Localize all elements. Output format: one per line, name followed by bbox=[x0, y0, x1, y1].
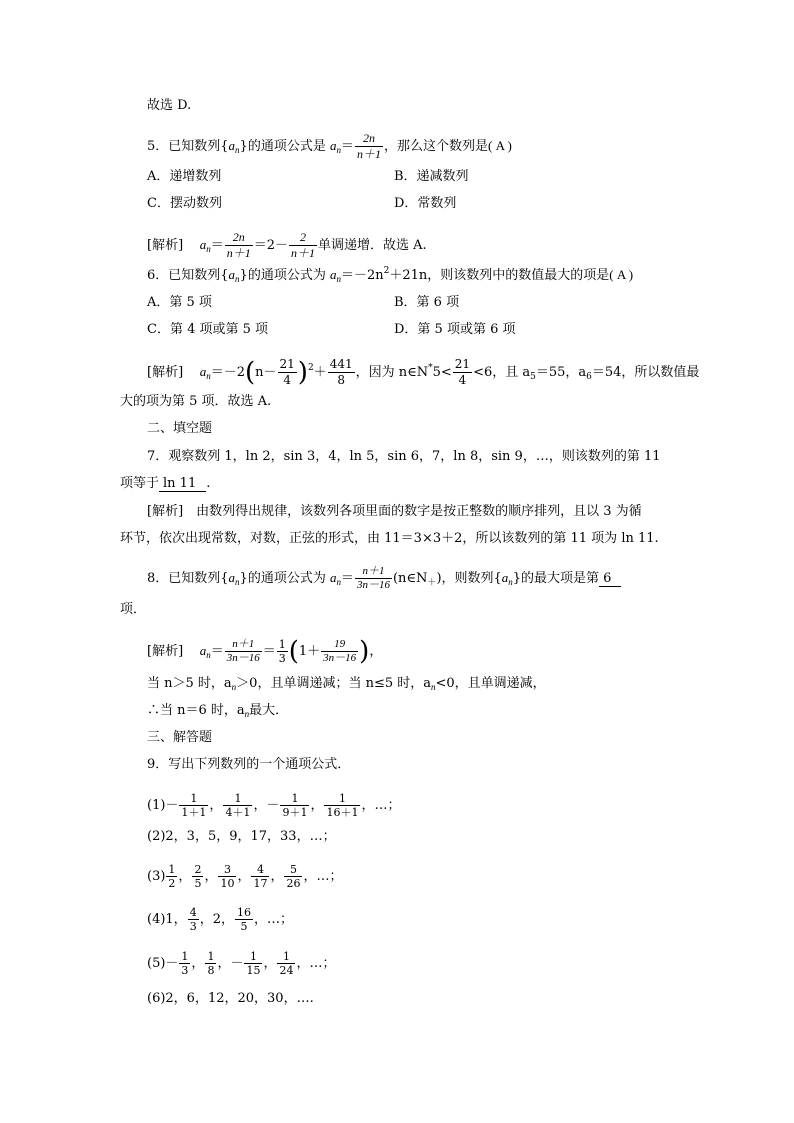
q9-stem: 9．写出下列数列的一个通项公式． bbox=[147, 757, 351, 772]
q9-p5-frac2 bbox=[205, 950, 216, 977]
q6-ana-8: ＝54，所以数值最 bbox=[591, 365, 700, 380]
q5-frac-num: 2n bbox=[362, 131, 375, 145]
q5-an2: a bbox=[329, 138, 337, 153]
q6-stem-c: ＝－2n bbox=[340, 268, 384, 283]
q8-ana-4: ， bbox=[369, 644, 383, 659]
q8-ana-frac2-num: 1 bbox=[278, 638, 286, 651]
q9-p5-f2-num: 1 bbox=[207, 950, 215, 963]
q8-plus: ＋ bbox=[427, 578, 437, 588]
q8-ana-frac1-den: 3n－16 bbox=[226, 652, 260, 664]
q8-ana-sub: n bbox=[206, 650, 211, 660]
q9-p3-f1-num: 1 bbox=[168, 863, 176, 876]
q6-s5: 5 bbox=[530, 372, 536, 382]
q9-p5-label: (5)－ bbox=[147, 956, 179, 971]
q9-p5-f3-den: 15 bbox=[246, 964, 261, 977]
q7-analysis-line1: [解析] 由数列得出规律，该数列各项里面的数字是按正整数的顺序排列，且以 3 为循 bbox=[147, 504, 642, 519]
q9-p3-f5-den: 26 bbox=[286, 877, 301, 890]
q8-stem-d: )，则数列{ bbox=[436, 571, 502, 586]
q7-stem: 7．观察数列 1，ln 2，sin 3，4，ln 5，sin 6，7，ln 8，sin 9，…，则该数列的第 11 bbox=[147, 449, 661, 464]
q9-p3-sep1: ， bbox=[178, 869, 192, 884]
q8-fraction bbox=[355, 565, 392, 592]
q6-ana-frac1 bbox=[278, 357, 297, 388]
q8-blank-answer: 6 bbox=[599, 571, 621, 587]
q8-sub3: n bbox=[508, 577, 513, 587]
q5-option-b: B．递减数列 bbox=[394, 169, 469, 184]
q6-frac2-num: 441 bbox=[329, 357, 353, 371]
q5-ana-2: ＝2－ bbox=[253, 238, 288, 253]
q9-p3-f4-num: 4 bbox=[256, 863, 264, 876]
q7-blank-answer: ln 11 bbox=[159, 476, 206, 492]
q9-p1-frac2 bbox=[223, 792, 252, 819]
q9-p5-f3-num: 1 bbox=[249, 950, 257, 963]
q9-p4-label: (4)1， bbox=[147, 912, 187, 927]
q9-p5-sep2: ，－ bbox=[217, 956, 244, 971]
q5-stem bbox=[147, 131, 512, 162]
q8-frac-num: n＋1 bbox=[362, 565, 385, 577]
q9-p3-f5-num: 5 bbox=[289, 863, 297, 876]
q6-frac1-den: 4 bbox=[278, 372, 297, 388]
q5-eq: ＝ bbox=[340, 139, 354, 154]
q8-eq: ＝ bbox=[340, 571, 354, 586]
q6-stem bbox=[147, 266, 633, 285]
q9-p3-frac5 bbox=[284, 863, 302, 890]
q6-s6: 6 bbox=[586, 372, 592, 382]
q9-p1-f1-num: 1 bbox=[190, 792, 198, 805]
q9-p1-frac3 bbox=[280, 792, 309, 819]
q8-ana-frac2 bbox=[277, 638, 288, 665]
q9-p4-frac2 bbox=[235, 906, 253, 933]
q9-p3-sep2: ， bbox=[204, 869, 218, 884]
q6-stem-a: 6．已知数列{ bbox=[147, 268, 229, 283]
q5-stem-a: 5．已知数列{ bbox=[147, 139, 229, 154]
section-solve-title: 三、解答题 bbox=[147, 730, 213, 745]
q9-p1-sep1: ， bbox=[209, 798, 223, 813]
q6-option-a: A．第 5 项 bbox=[147, 295, 212, 310]
q9-p3-frac1 bbox=[166, 863, 177, 890]
q8-sub2: n bbox=[336, 577, 341, 587]
q5-an: a bbox=[228, 138, 236, 153]
q5-option-c: C．摆动数列 bbox=[147, 196, 222, 211]
q9-p5-f2-den: 8 bbox=[207, 964, 215, 977]
q9-p5-frac1 bbox=[179, 950, 190, 977]
q9-p5-end: ，…； bbox=[296, 956, 336, 971]
q9-p3-f2-num: 2 bbox=[194, 863, 202, 876]
q9-p1-label: (1)－ bbox=[147, 798, 179, 813]
q6-an: a bbox=[228, 267, 236, 282]
q6-option-b: B．第 6 项 bbox=[394, 295, 460, 310]
q5-fraction bbox=[355, 131, 383, 162]
q5-stem-c: ，那么这个数列是 bbox=[383, 139, 488, 154]
prev-answer-line: 故选 D. bbox=[147, 98, 192, 113]
q6-analysis-tag: [解析] bbox=[147, 365, 184, 380]
q8-analysis bbox=[147, 638, 382, 665]
q9-p3-f2-den: 5 bbox=[194, 877, 202, 890]
q6-frac2-den: 8 bbox=[328, 372, 355, 388]
q9-p1-f4-num: 1 bbox=[338, 792, 346, 805]
q8-l1c: <0，且单调递减， bbox=[435, 676, 546, 691]
q6-ana-5: 5< bbox=[432, 365, 452, 380]
q6-option-d: D．第 5 项或第 6 项 bbox=[394, 322, 516, 337]
q9-p5-f4-num: 1 bbox=[282, 950, 290, 963]
q9-p1-sep2: ，－ bbox=[253, 798, 280, 813]
q9-p4-mid: ，2， bbox=[199, 912, 234, 927]
q9-p5-sep1: ， bbox=[191, 956, 205, 971]
q8-stem-e: }的最大项是第 bbox=[512, 571, 600, 586]
q8-l2: ∴当 n＝6 时，a bbox=[147, 703, 245, 718]
q5-ana-frac1-den: n＋1 bbox=[226, 246, 251, 260]
q9-p5-f1-den: 3 bbox=[181, 964, 189, 977]
q8-right-paren: ) bbox=[359, 636, 370, 667]
q9-p5-frac4 bbox=[277, 950, 295, 977]
q5-sub: n bbox=[235, 145, 240, 155]
q5-option-a: A．递增数列 bbox=[147, 169, 222, 184]
q6-ana-7: ＝55，a bbox=[535, 365, 587, 380]
q5-ana-frac2-num: 2 bbox=[300, 230, 306, 244]
q8-an3: a bbox=[501, 570, 509, 585]
q8-an2: a bbox=[329, 570, 337, 585]
q8-stem-c: (n∈N bbox=[392, 571, 428, 586]
q9-part3 bbox=[147, 863, 343, 890]
q5-ana-an: a bbox=[199, 237, 207, 252]
q8-l2-sub: n bbox=[244, 709, 250, 719]
q6-ana-4: ，因为 n∈N bbox=[355, 365, 429, 380]
q8-ana-frac3 bbox=[321, 638, 358, 665]
q8-an: a bbox=[228, 570, 236, 585]
q9-p3-f4-den: 17 bbox=[253, 877, 268, 890]
q5-ana-frac1-num: 2n bbox=[232, 230, 245, 244]
q8-ana-1: ＝ bbox=[210, 644, 224, 659]
q8-sub: n bbox=[235, 577, 240, 587]
q9-p5-sep3: ， bbox=[263, 956, 277, 971]
q9-part2: (2)2，3，5，9，17，33，…； bbox=[147, 829, 336, 844]
q5-ana-frac2-den: n＋1 bbox=[291, 246, 316, 260]
q6-analysis-line2: 大的项为第 5 项．故选 A. bbox=[120, 394, 272, 409]
right-paren: ) bbox=[297, 357, 308, 388]
q6-option-c: C．第 4 项或第 5 项 bbox=[147, 322, 269, 337]
q8-left-paren: ( bbox=[288, 636, 299, 667]
q6-analysis bbox=[147, 357, 699, 388]
q6-ana-frac2 bbox=[328, 357, 355, 388]
q9-p5-frac3 bbox=[244, 950, 262, 977]
q6-ana-frac3 bbox=[453, 357, 472, 388]
q6-ana-6: <6，且 a bbox=[473, 365, 531, 380]
q8-ana-frac1-num: n＋1 bbox=[232, 638, 255, 650]
q6-sub: n bbox=[235, 274, 240, 284]
q9-p4-frac1 bbox=[188, 906, 199, 933]
q8-ana-an: a bbox=[199, 643, 207, 658]
q9-p4-f2-den: 5 bbox=[235, 919, 253, 933]
q8-analysis-tag: [解析] bbox=[147, 644, 184, 659]
q9-p1-frac1 bbox=[179, 792, 208, 819]
left-paren: ( bbox=[244, 357, 256, 388]
q9-p3-label: (3) bbox=[147, 869, 166, 884]
q9-p1-f3-num: 1 bbox=[291, 792, 299, 805]
q9-p1-sep3: ， bbox=[310, 798, 324, 813]
q6-frac3-num: 21 bbox=[454, 357, 471, 371]
q8-l1b: ＞0，且单调递减；当 n≤5 时，a bbox=[236, 676, 431, 691]
q9-p4-end: ，…； bbox=[253, 912, 293, 927]
q6-sup: 2 bbox=[383, 266, 390, 276]
q5-ana-3: 单调递增．故选 A. bbox=[318, 238, 427, 253]
q9-p4-f1-den: 3 bbox=[189, 920, 197, 933]
q8-stem-a: 8．已知数列{ bbox=[147, 571, 229, 586]
q6-stem-d: ＋21n，则该数列中的数值最大的项是 bbox=[389, 268, 610, 283]
q6-ana-1: ＝－2 bbox=[210, 365, 245, 380]
section-fill-blank-title: 二、填空题 bbox=[147, 421, 213, 436]
q5-answer: ( A ) bbox=[488, 138, 512, 153]
q8-ana-frac1 bbox=[225, 638, 262, 665]
q9-p3-sep4: ， bbox=[270, 869, 284, 884]
q6-answer: ( A ) bbox=[609, 267, 634, 282]
q9-p1-f2-num: 1 bbox=[234, 792, 242, 805]
q9-p1-f1-den: 1＋1 bbox=[181, 806, 207, 819]
q9-p1-f2-den: 4＋1 bbox=[225, 806, 251, 819]
q9-part5 bbox=[147, 950, 335, 977]
q6-ana-an: a bbox=[199, 364, 207, 379]
q8-ana-frac3-den: 3n－16 bbox=[323, 652, 357, 664]
q9-p3-end: ，…； bbox=[303, 869, 343, 884]
q5-ana-frac2 bbox=[289, 230, 317, 261]
q8-analysis-line2 bbox=[147, 675, 546, 693]
q9-p4-f2-num: 16 bbox=[236, 906, 251, 919]
q5-stem-b: }的通项公式是 bbox=[239, 139, 330, 154]
q8-ana-frac2-den: 3 bbox=[278, 652, 286, 665]
q7-stem2b: . bbox=[206, 476, 211, 491]
q8-l1: 当 n＞5 时，a bbox=[147, 676, 232, 691]
q6-ana-sub: n bbox=[206, 371, 211, 381]
q9-p1-frac4 bbox=[324, 792, 360, 819]
q8-analysis-line3 bbox=[147, 702, 288, 720]
q5-ana-frac1 bbox=[225, 230, 253, 261]
q9-p5-f4-den: 24 bbox=[279, 964, 294, 977]
q7-stem-line2 bbox=[120, 475, 210, 493]
q6-ana-star: * bbox=[428, 363, 433, 373]
q9-p3-f3-den: 10 bbox=[220, 877, 235, 890]
q6-frac3-den: 4 bbox=[453, 372, 472, 388]
q8-stem-b: }的通项公式为 bbox=[239, 571, 330, 586]
q9-p3-sep3: ， bbox=[237, 869, 251, 884]
q9-part1 bbox=[147, 792, 400, 819]
q6-an2: a bbox=[329, 267, 337, 282]
q7-analysis-line2: 环节，依次出现常数，对数，正弦的形式，由 11＝3×3＋2，所以该数列的第 11 项为 ln 11. bbox=[120, 531, 659, 546]
q6-ana-3: ＋ bbox=[313, 365, 327, 380]
q9-p1-f3-den: 9＋1 bbox=[282, 806, 308, 819]
q8-l1-sub: n bbox=[231, 682, 237, 692]
q5-option-d: D．常数列 bbox=[394, 196, 457, 211]
q6-stem-b: }的通项公式为 bbox=[239, 268, 330, 283]
q8-ana-frac3-num: 19 bbox=[334, 638, 346, 650]
q9-p5-f1-num: 1 bbox=[181, 950, 189, 963]
q6-sub2: n bbox=[336, 274, 341, 284]
q9-p3-f3-num: 3 bbox=[223, 863, 231, 876]
q9-part4 bbox=[147, 906, 293, 933]
q9-p4-f1-num: 4 bbox=[189, 906, 197, 919]
q8-ana-2: ＝ bbox=[262, 644, 276, 659]
q9-p3-frac2 bbox=[192, 863, 203, 890]
q5-analysis bbox=[147, 230, 427, 261]
q6-ana-sup: 2 bbox=[307, 363, 314, 373]
q8-frac-den: 3n－16 bbox=[356, 579, 390, 591]
q5-analysis-tag: [解析] bbox=[147, 238, 184, 253]
q9-p1-f4-den: 16＋1 bbox=[326, 806, 359, 819]
q5-sub2: n bbox=[336, 145, 341, 155]
q7-stem2a: 项等于 bbox=[120, 476, 160, 491]
q9-p1-end: ，…； bbox=[361, 798, 401, 813]
q5-ana-1: ＝ bbox=[210, 238, 224, 253]
q9-p3-f1-den: 2 bbox=[168, 877, 176, 890]
q9-p3-frac4 bbox=[251, 863, 269, 890]
q6-ana-2: n－ bbox=[255, 365, 277, 380]
q9-p3-frac3 bbox=[218, 863, 236, 890]
q5-frac-den: n＋1 bbox=[356, 147, 381, 161]
q8-ana-3: 1＋ bbox=[298, 644, 321, 659]
q8-l2b: 最大． bbox=[249, 703, 289, 718]
q8-stem-line2: 项． bbox=[120, 602, 147, 617]
q8-l1b-sub: n bbox=[431, 682, 436, 692]
q6-frac1-num: 21 bbox=[279, 357, 295, 371]
q5-ana-sub: n bbox=[206, 244, 211, 254]
q8-stem bbox=[147, 565, 621, 592]
q9-part6: (6)2，6，12，20，30，…. bbox=[147, 991, 314, 1006]
